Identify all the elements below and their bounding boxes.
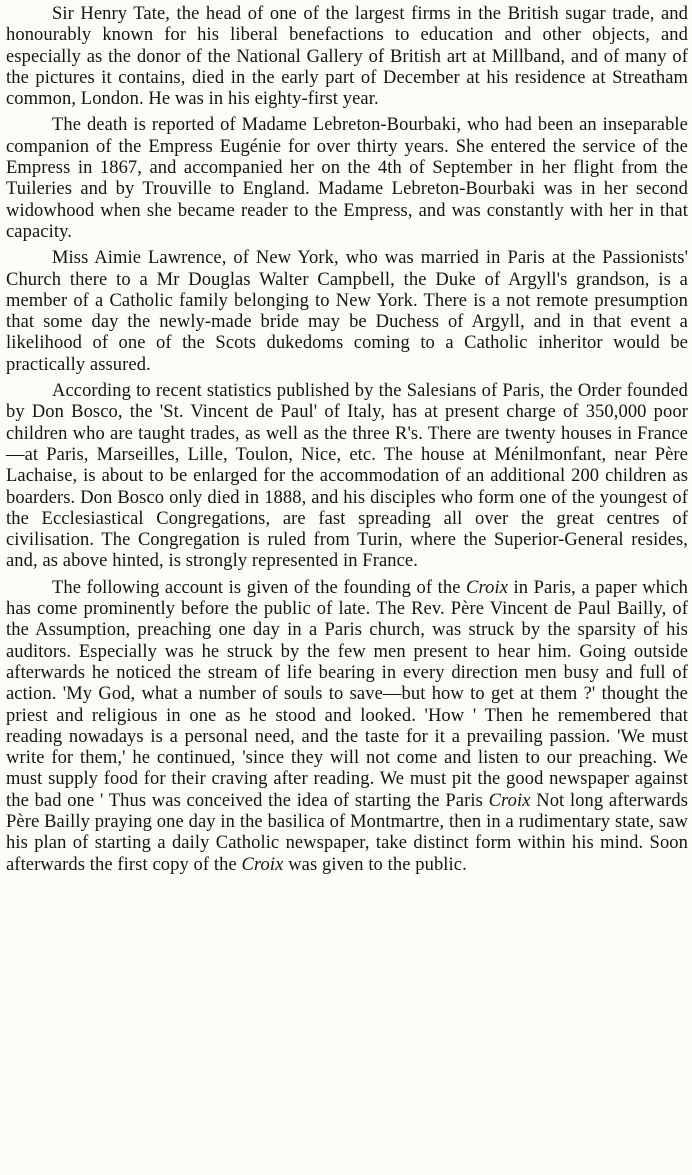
paragraph-lebreton-bourbaki xyxy=(6,115,688,243)
paragraph-text: Sir Henry Tate, the head of one of the largest firms in the British sugar trade, and honourably known for his liberal benefactions to education and other objects, and especially as the donor of the National Gallery of British art at Millband, and of many of the pictures it contains, died in the early part of December at his residence at Streatham common, London. He was in his eighty-first year. xyxy=(6,4,688,110)
paragraph-text: was given to the public. xyxy=(283,854,467,875)
croix-title: Croix xyxy=(241,854,284,875)
paragraph-croix-founding xyxy=(6,578,688,876)
paragraph-aimie-lawrence xyxy=(6,248,688,376)
paragraph-text: Miss Aimie Lawrence, of New York, who was married in Paris at the Passionists' Church there to a Mr Douglas Walter Campbell, the Duke of Argyll's grandson, is a member of a Catholic family belonging to New York. There is a not remote presumption that some day the newly-made bride may be Duchess of Argyll, and in that event a likelihood of one of the Scots dukedoms coming to a Catholic inheritor would be practically assured. xyxy=(6,248,688,375)
croix-title: Croix xyxy=(488,790,531,811)
paragraph-text: Not long afterwards Père Bailly praying one day in the basilica of Montmartre, then in a rudimentary state, saw his plan of starting a daily Catholic newspaper, take distinct form within his mind. Soon afterwards the first copy of the xyxy=(6,790,688,875)
paragraph-salesians xyxy=(6,381,688,573)
paragraph-text: The following account is given of the founding of the xyxy=(52,577,467,598)
paragraph-text: The death is reported of Madame Lebreton-Bourbaki, who had been an inseparable companion of the Empress Eugénie for over thirty years. She entered the service of the Empress in 1867, and accompanied her on the 4th of September in her flight from the Tuileries and by Trouville to England. Madame Lebreton-Bourbaki was in her second widowhood when she became reader to the Empress, and was constantly with her in that capacity. xyxy=(6,115,688,242)
paragraph-text: in Paris, a paper which has come prominently before the public of late. The Rev. Père Vincent de Paul Bailly, of the Assumption, preaching one day in a Paris church, was struck by the sparsity of his auditors. Especially was he struck by the few men present to hear him. Going outside afterwards he noticed the stream of life bearing in every direction men busy and full of action. 'My God, what a number of souls to save—but how to get at them ?' thought the priest and religious in one as he stood and looked. 'How ' Then he remembered that reading nowadays is a personal need, and the taste for it a prevailing passion. 'We must write for them,' he continued, 'since they will not come and listen to our preaching. We must supply food for their craving after reading. We must pit the good newspaper against the bad one ' Thus was conceived the idea of starting the Paris xyxy=(6,577,689,811)
paragraph-henry-tate xyxy=(6,4,688,110)
croix-title: Croix xyxy=(466,577,509,598)
paragraph-text: According to recent statistics published by the Salesians of Paris, the Order founded by Don Bosco, the 'St. Vincent de Paul' of Italy, has at present charge of 350,000 poor children who are taught trades, as well as the three R's. There are twenty houses in France—at Paris, Marseilles, Lille, Toulon, Nice, etc. The house at Ménilmonfant, near Père Lachaise, is about to be enlarged for the accommodation of an additional 200 children as boarders. Don Bosco only died in 1888, and his disciples who form one of the youngest of the Ecclesiastical Congregations, are fast spreading all over the great centres of civilisation. The Congregation is ruled from Turin, where the Superior-General resides, and, as above hinted, is strongly represented in France. xyxy=(6,381,688,572)
